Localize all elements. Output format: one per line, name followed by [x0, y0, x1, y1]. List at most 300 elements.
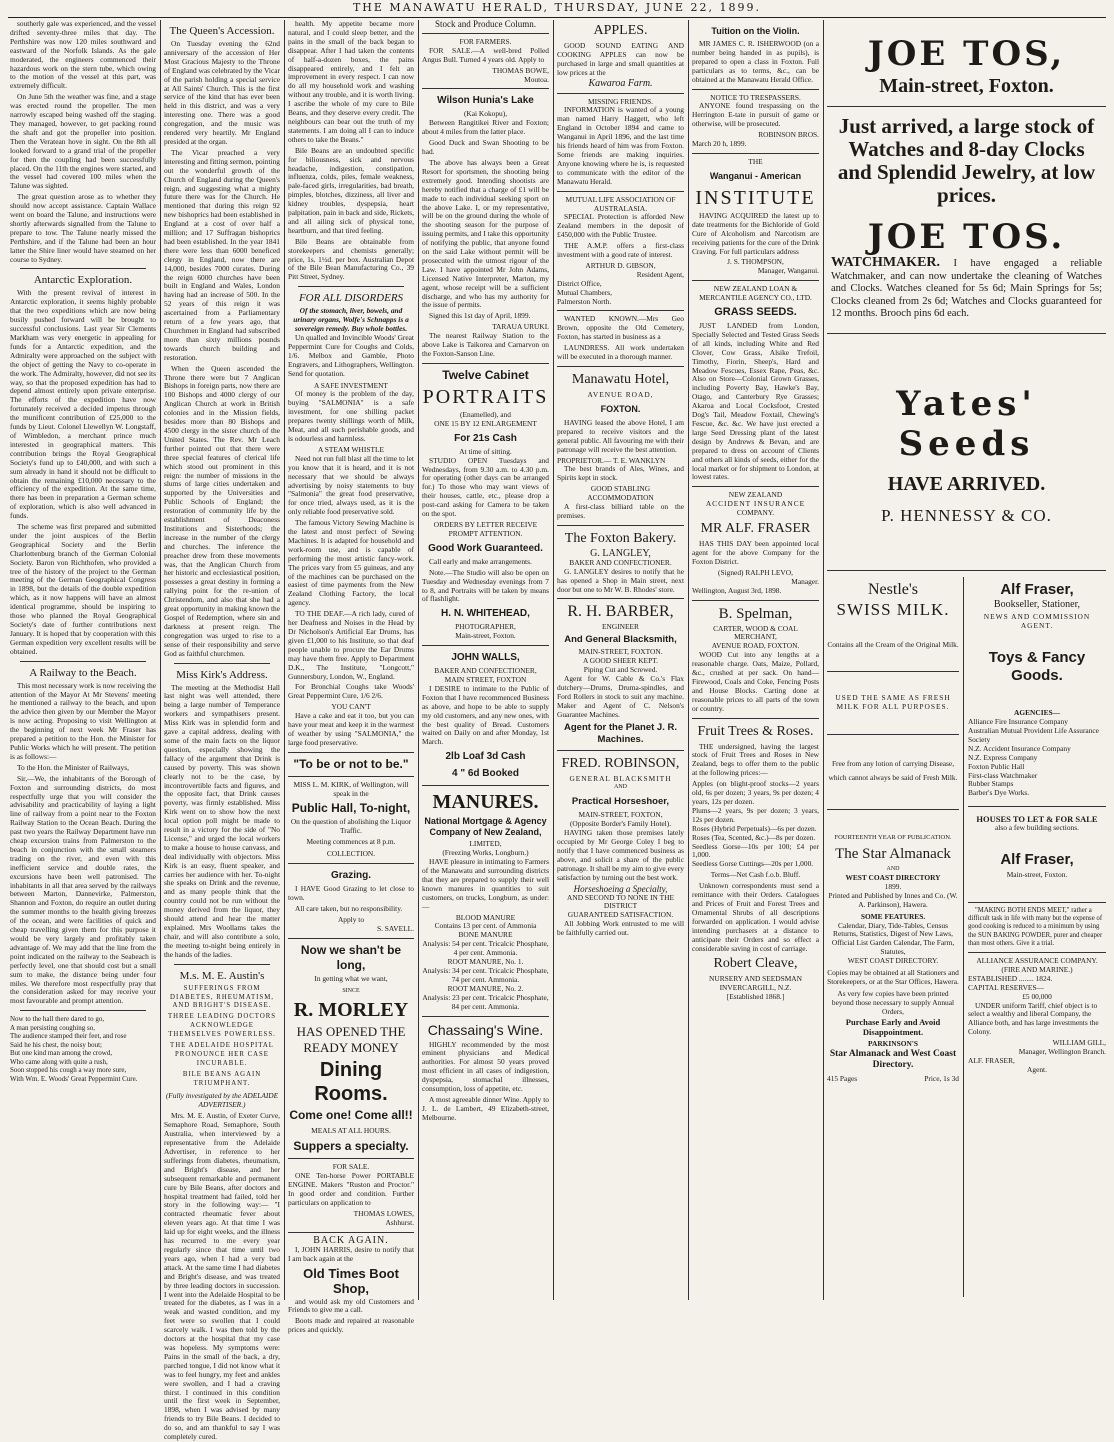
separator — [557, 191, 684, 192]
ad-heading: National Mortgage & Agency Company of New Zealand, — [424, 816, 547, 838]
ad-text: MAIN STREET, FOXTON — [444, 675, 527, 685]
separator — [692, 486, 819, 487]
separator — [288, 752, 414, 753]
separator — [692, 600, 819, 601]
subheading: SUFFERINGS FROM DIABETES, RHEUMATISM, AND BRIGHT'S DISEASE. — [170, 984, 274, 1010]
ad-text: A GOOD SHEER KEPT. — [582, 656, 658, 666]
separator — [422, 785, 549, 786]
ad-text: Agent for the Planet J. R. Machines. — [564, 721, 677, 745]
ad-text: 415 Pages — [827, 1073, 858, 1083]
ad-heading: Alf Fraser, — [1000, 851, 1074, 869]
ad-text: MEALS AT ALL HOURS. — [311, 1125, 391, 1135]
ad-text: Contains 13 per cent. of Ammonia — [434, 921, 537, 931]
ad-text: Resident Agent, — [636, 269, 684, 279]
ad-text: FOXTON. — [600, 403, 641, 414]
ad-text: Mutual Chambers, — [557, 287, 613, 297]
article-heading: A Railway to the Beach. — [29, 666, 137, 679]
ad-text: WEST COAST DIRECTORY. — [847, 956, 939, 966]
ad-big: R. MORLEY — [293, 998, 409, 1021]
article-text: To the Hon. the Minister of Railways, — [17, 762, 129, 772]
ad-name: H. N. WHITEHEAD, — [441, 608, 530, 620]
ad-text: COMPANY. — [736, 508, 775, 518]
column-rule — [160, 20, 161, 1300]
ad-text: HAVING ACQUIRED the latest up to date treatments for the Bichloride of Gold Cure of Alcoholism and Narcotism are receiving patients for the cure of the Drink Craving. For full particulars address — [692, 210, 819, 256]
ad-text: GOOD SOUND EATING AND COOKING APPLES can now be purchased in large and small quantities at low prices at the — [557, 41, 684, 77]
ad-text: NEW ZEALAND — [728, 490, 783, 500]
ad-text: Agent. — [1027, 1064, 1047, 1074]
ad-text: Main-street, Foxton. — [879, 75, 1054, 97]
ad-heading: A SAFE INVESTMENT — [314, 380, 388, 390]
ad-heading: Grazing. — [330, 870, 371, 882]
separator — [968, 806, 1106, 807]
ad-text: SINCE — [342, 987, 360, 994]
ad-heading: Just arrived, a large stock of Watches and 8-day Clocks and Splendid Jewelry, at low prices. — [837, 114, 1096, 207]
ad-heading: Fruit Trees & Roses. — [697, 723, 814, 739]
ad-price: 4 " 6d Booked — [452, 768, 519, 780]
ad-big: PORTRAITS — [422, 385, 549, 408]
ad-text: ONE 15 BY 12 ENLARGEMENT — [434, 418, 537, 428]
ad-text: AND — [614, 784, 627, 791]
ad-text: (Opposite Border's Family Hotel). — [569, 819, 672, 829]
separator — [827, 333, 1106, 334]
separator — [557, 93, 684, 94]
ad-name: ALF. FRASER, — [968, 1055, 1015, 1065]
ad-text: HIGHLY recommended by the most eminent physicians and Medical authorities. For almost 50 years proved most efficient in all cases of indigestion, dyspepsia, stomachal illnesses, consumption, loss of appetite, etc. — [422, 1039, 549, 1094]
ad-text: The above has always been a Great Resort for sportsmen, the shooting being extremely good. Intending shootists are hereby notified that a charge of £1 will be made to each individual seeking sport on the above Lake. I, or my representative, will be on the ground during the whole of the shooting season for the purpose of issuing permits, and I take this opportunity of notifying the public, that anyone found on the said Lake without permit will be prosecuted with the utmost rigour of the Law. I have appointed Mr John Adams, Licensed Native Interpreter, Marton, my agent, whose receipt will be a sufficient discharge, and who has my authority for the issue of permits. — [422, 157, 549, 310]
ad-text: WOOD Cut into any lengths at a reasonable charge. Oats, Maize, Pollard, &c., crushed at per sack. On hand—Firewood, Coals and Coke, Fencing Posts and House Blocks. Carting done at reasonable prices to all parts of the town or country. — [692, 650, 819, 713]
price-item: Seedless Gorse—10s per 100; £4 per 1,000. — [692, 841, 819, 860]
separator — [20, 268, 146, 269]
ad-big: Yates' Seeds — [896, 383, 1037, 464]
ad-text: AVENUE ROAD, — [587, 390, 654, 399]
ad-heading: NEW ZEALAND LOAN & MERCANTILE AGENCY CO., LTD. — [699, 284, 812, 303]
ad-price: 2lb Loaf 3d Cash — [445, 751, 526, 763]
ad-heading: JOHN WALLS, — [451, 652, 520, 664]
ad-text: Have a cake and eat it too, but you can have your meat and keep it in the warmest of weather by using "SALMONIA," the large food preservative. — [288, 711, 414, 747]
ad-heading: WATCHMAKER. — [831, 255, 941, 270]
ad-text: At time of sitting. — [459, 446, 512, 456]
article-text: On Tuesday evening the 62nd anniversary of the accession of Her Most Gracious Majesty to the Throne of England was celebrated by the Vicar of the parish holding a special service at All Saints' Church. This is the first service of the kind that has ever been held in this district, and was a very interesting one. There was a good congregation, and the music was rendered very heartily. Mr England presided at the organ. — [164, 39, 280, 146]
article-text: Sir,—We, the inhabitants of the Borough of Foxton and surrounding districts, do most respectfully urge that you will consider the advisability and practicability of laying a light line of railway from a point near to the Foxton Railway Station to the Ocean Beach. During the past two years the Railway Department have run cheap excursion trains from Palmerston to the beach in conjunction with the small steamers trading on the river, and even with this inefficient service and double rates, the excursions have been well patronised. The inhabitants in all that area served by the railways between Marton, Dannevirke, Palmerston, Shannon and Foxton, do require an outlet during the summer months to the health giving breezes of the ocean, and were facilities of quick and cheap travelling given them for this purpose it would be very largely and profitably taken advantage of. We may add that the line from the point indicated on the railway to the Seabeach is perfectly level, one that should cost but a small sum to make, the distance being under four miles. We therefore most respectfully pray that the consideration asked for may receive your most favourable and prompt attention. — [10, 773, 156, 1006]
article-text: health. My appetite became more natural, and I could sleep better, and the pains in the small of the back began to disappear. After I had taken the contents of half-a-dozen boxes, the pains disappeared entirely, and I felt an improvement in every respect. I can now do all my household work and washing without any trouble, and it is worth living. I ascribe the whole of my cure to Bile Beans, and they deserve every credit. The neighbours can bear out the truth of my statements. I am doing all I can to induce others to take the Beans." — [288, 19, 414, 144]
ad-name: WILLIAM GILL, — [1052, 1038, 1106, 1048]
subheading: THREE LEADING DOCTORS ACKNOWLEDGE THEMSELVES POWERLESS. — [167, 1013, 277, 1039]
price-item: Plums—2 years, 9s per dozen; 3 years, 12s per dozen. — [692, 805, 819, 824]
ad-heading: BLOOD MANURE — [455, 912, 516, 922]
separator — [692, 280, 819, 281]
separator — [827, 671, 959, 672]
column-rule — [823, 20, 824, 1300]
separator — [422, 33, 549, 34]
column-2 — [164, 20, 280, 1442]
ad-heading: Twelve Cabinet — [442, 367, 529, 382]
ad-text: (FIRE AND MARINE.) — [1001, 964, 1073, 974]
ad-heading: "To be or not to be." — [293, 756, 409, 771]
ad-heading: Star Almanack and West Coast Directory. — [829, 1048, 957, 1070]
ad-price: For 21s Cash — [454, 432, 517, 444]
ad-text: Analysis: 54 per cent. Tricalcic Phosphate, 4 per cent. Ammonia. — [422, 939, 549, 958]
subheading: THE ADELAIDE HOSPITAL PRONOUNCE HER CASE INCURABLE. — [170, 1042, 274, 1067]
ad-heading: Now we shan't be long, — [300, 942, 402, 972]
ad-heading: MISSING FRIENDS. — [588, 96, 653, 106]
ad-name: THOMAS BOWE, — [492, 65, 549, 75]
ad-text: Copies may be obtained at all Stationers and Storekeepers, or at the Star Offices, Hawera. — [827, 968, 959, 986]
ad-text: CAPITAL RESERVES— — [968, 982, 1044, 992]
ad-text: Bookseller, Stationer, — [993, 598, 1081, 610]
article-text: southerly gale was experienced, and the vessel drifted seventy-three miles that day. The Perthshire was now 120 miles southward and eastward of the Norfolk Islands. As the gale moderated, the engineers commenced their hazardous work on the stern tube, which owing to the motion of the vessel at this part, was extremely difficult. — [10, 19, 156, 91]
ad-heading: FOR ALL DISORDERS — [298, 292, 404, 305]
ad-text: INFORMATION is wanted of a young man named Harry Haggett, who left England in October 1894 and came to Wanganui in April 1896, and the last time his friends heard of him was from Foxton. Some friends are making inquiries. Anyone knowing where he is, is requested to communicate with the editor of the Manawatu Herald. — [557, 105, 684, 186]
ad-big: Public Hall, To-night, — [291, 800, 411, 815]
ad-text: Contains all the Cream of the Original Milk. — [827, 639, 959, 649]
ad-name: Moutoa. — [524, 74, 549, 84]
ad-big: Dining Rooms. — [314, 1058, 388, 1105]
separator — [174, 964, 270, 965]
ad-text: BAKER AND CONFECTIONER. — [569, 557, 672, 567]
ad-text: In getting what we want, — [314, 973, 388, 983]
ad-text: Need not run full blast all the time to let you know that it is heard, and it is not necessary that we should be always advertising by noisy statements to buy "Salmonia" the great food preservative, for once tried, always used, as it is the only reliable food preservative sold. — [288, 453, 414, 517]
note: (Fully investigated by the ADELAIDE ADVERTISER.) — [165, 1090, 279, 1109]
ad-big: Old Times Boot Shop, — [303, 1265, 399, 1296]
column-rule — [688, 20, 689, 1300]
ad-text: BAKER AND CONFECTIONER, — [434, 666, 537, 676]
ad-text: A most agreeable dinner Wine. Apply to J. L. de Lambert, 49 Elizabeth-street, Melbourne. — [422, 1094, 549, 1122]
ad-heading: PARKINSON'S — [868, 1038, 918, 1048]
ad-heading: GRASS SEEDS. — [714, 306, 797, 319]
ad-text: Come one! Come all!! — [289, 1107, 413, 1122]
article-text: Mrs. M. E. Austin, of Exeter Curve, Semaphore Road, Semaphore, South Australia, when interviewed by a representative from the Adelaide Advertiser, in reference to her sufferings from diabetes, rheumatism, and Bright's disease, and her subsequent remarkable and permanent cure by Bile Beans, after doctors and hospital treatment had failed, told her story in the following way:— "I contracted rheumatic fever about eleven years ago. At that time I was laid up for eight weeks, and the illness has recurred to me every year regularly since that time until two years ago, when I had a very bad attack. At the same time I had diabetes and Bright's disease, and was treated by three leading doctors in succession. I went into the Adelaide Hospital to be treated for the diabetes, as I was in a weak and wasted condition, and my feet were so swollen that I could scarcely walk. I was then told by the doctors at the hospital that my case was hopeless. My symptoms were: Pains in the small of the back, a dry, parched tongue, I did not know what it was to feel hungry, my feet and ankles were swollen, and I had a craving thirst. I continued in this condition until the first week in September, 1898, when I was advised by many friends to try Bile Beans. I decided to do so, and am thankful to say I was completely cured. — [164, 1111, 280, 1442]
poem-line: With Wm. E. Woods' Great Peppermint Cure. — [10, 1074, 138, 1083]
ad-name: Kawaroa Farm. — [588, 77, 653, 89]
ad-text: Note.—The Studio will also be open on Tuesday and Wednesday evenings from 7 to 8, and Portraits will be taken by means of flashlight. — [422, 567, 549, 604]
ad-text: The famous Victory Sewing Machine is the latest and most perfect of Sewing Machines. It is adapted for household and work-room use, and is capable of performing the most artistic fancy-work. The prices vary from £5 guineas, and any of the machines can be purchased on the easiest of time payments from the New Zealand Clothing Factory, the local agency. — [288, 518, 414, 608]
ad-name: ROBINSON BROS. — [758, 130, 819, 140]
separator — [422, 645, 549, 646]
ad-heading: Wilson Hunia's Lake — [437, 95, 534, 107]
column-5 — [557, 20, 684, 1300]
separator — [692, 718, 819, 719]
ad-text: A first-class billiard table on the premises. — [557, 502, 684, 520]
ad-text: (Enamelled), and — [460, 409, 511, 419]
article-heading: Miss Kirk's Address. — [176, 668, 268, 681]
article-text: Bile Beans are an undoubted specific for biliousness, sick and nervous headache, indigestion, constipation, influenza, colds, piles, female weakness, pale-faced girls, irregularities, bad breath, pimples, blotches, dizziness, all liver and kidney troubles, dyspepsia, heart palpitation, pain in back and side, Rickets, and all ailing sick of physical tone, heartburn, and that tired feeling. — [288, 145, 414, 235]
ad-text: HAVING taken those premises lately occupied by Mr George Coley I beg to notify that I have commenced business as above, and solicit a share of the public patronage. It shall be my aim to give every satisfaction by turning out the best work. — [557, 828, 684, 882]
ad-text: CARTER, WOOD & COAL MERCHANT, — [713, 623, 798, 642]
ad-text: also a few building sections. — [995, 823, 1079, 833]
ad-heading: Nestle's — [868, 580, 918, 598]
ad-text: G. LANGLEY desires to notify that he has opened a Shop in Main street, next door but one to Mr W. B. Rhodes' store. — [557, 566, 684, 594]
column-4 — [422, 20, 549, 1300]
ad-text: GUARANTEED SATISFACTION. — [567, 910, 674, 920]
ad-text: JUST LANDED from London, Specially Selected and Tested Grass Seeds of all kinds, including White and Red Clover, Cow Grass, Alsike Trefoil, Timothy, Fiorin, Sheep's, Hard and Meadow Fescues, Essex Rape, Peas, &c. Also on Store—Colonial Grown Grasses, including Poverty Bay, Hawke's Bay, Otago, and Canterbury Rye Grasses; Akaroa and Local Cocksfoot, Crested Dog's Tail, Meadow Foxtail, Chewing's Fescue, &c. &c. We have just erected a large Seed Dressing plant of the latest design by Andrews & Bevan, and are prepared to dress on account of Clients and others all kinds of seeds, either for the local market or for shipment to London, at lowest rates. — [692, 321, 819, 482]
column-6 — [692, 20, 819, 1300]
masthead-rule — [8, 17, 1106, 18]
ad-text: All care taken, but no responsibility. — [295, 904, 403, 914]
ad-text: SPECIAL Protection is afforded New Zealand members in the deposit of £450,000 with the Public Trustee. — [557, 212, 684, 240]
column-rule — [553, 20, 554, 1300]
ad-heading: Good Work Guaranteed. — [428, 542, 543, 554]
separator — [557, 750, 684, 751]
ad-text: ENGINEER — [602, 622, 639, 632]
ad-text: NURSERY AND SEEDSMAN — [709, 974, 802, 984]
separator — [827, 734, 959, 735]
ad-heading: The Star Almanack — [835, 846, 951, 863]
separator — [557, 310, 684, 311]
ad-heading: YOU CAN'T — [331, 702, 371, 712]
ad-text: For Bronchial Coughs take Woods' Great Peppermint Cure, 1/6 2/6. — [288, 682, 414, 701]
ad-text: 1899. — [884, 881, 902, 891]
separator — [422, 1016, 549, 1017]
separator — [557, 525, 684, 526]
ad-text: (Signed) RALPH LEVO, — [718, 567, 793, 577]
ad-text: On the question of abolishing the Liquor Traffic. — [290, 816, 412, 835]
agency-item: Foxton Public Hall — [968, 761, 1025, 771]
ad-name: S. SAVELL. — [376, 923, 414, 933]
ad-text: ANYONE found trespassing on the Herrington E-tate in pursuit of game or otherwise, will be prosecuted. — [692, 101, 819, 129]
ad-text: STUDIO OPEN Tuesdays and Wednesdays, from 9.30 a.m. to 4.30 p.m. for operating (other days can be arranged for.) To those who may want views of their houses, cattle, etc., please drop a post-card asking for Camera to be taken on the spot. — [422, 455, 549, 519]
column-rule — [284, 20, 285, 1300]
ad-heading: R. H. BARBER, — [567, 603, 674, 621]
ad-heading: B. Spelman, — [718, 605, 793, 622]
ad-text: FOR SALE.—A well-bred Polled Angus Bull. Turned 4 years old. Apply to — [422, 45, 549, 64]
agency-item: Australian Mutual Provident Life Assurance Society — [968, 726, 1099, 744]
ad-text: And General Blacksmith, — [564, 634, 677, 646]
article-text: The great question arose as to whether they should now accept assistance. Captain Wallace went on board the Talune, and instructions were shortly afterwards signalled from the Talune to prepare to tow. The Talune nearly missed the Perthshire, and if the Talune had been an hour latter the Shire liner would have steamed on her course to Sydney. — [10, 192, 156, 264]
split-ads — [827, 577, 1106, 1297]
ad-text: Manager. — [791, 576, 819, 586]
ad-name: G. LANGLEY, — [590, 547, 651, 559]
article-text: The meeting at the Methodist Hall last night was well attended, there being a large number of Temperance workers and sympathisers present. Miss Kirk was in splendid form and gave a capital address, dealing with some of the main facts on the liquor question, especially showing the fallacy of the argument that Drink is caused by poverty. This was shown clearly not to be the case, by incontrovertible facts and figures, and the opposite fact, that Drink causes poverty, was firmly established. Miss Kirk went on to show how the next local option poll might be made to result in a victory for the side of "No License," and urged the local workers to make a house to house canvass, and deal individually with objectors. Miss Kirk is an easy, fluent speaker, and carries her audience with her. To-night she speaks on Drink and the revenue, and as many people think that the country could not be run without the money derived from the liquor, they should attend and hear the matter explained. Mrs Woollams takes the chair, and will also contribute a solo, the meeting to-night being entirely in the hands of the ladies. — [164, 682, 280, 959]
agency-item: Rubber Stamps — [968, 779, 1014, 789]
ad-text: Terms—Net Cash f.o.b. Bluff. — [710, 870, 801, 880]
ad-heading: The Foxton Bakery. — [564, 530, 677, 546]
ad-heading: ACCIDENT INSURANCE — [705, 499, 806, 509]
article-text: This most necessary work is now receiving the attention of the Mayor At Mr Stevens' meeting he mentioned a railway to the beach, and upon the advice then given by our Member the Mayor is now acting. Proposing to visit Wellington at the beginning of next week Mr Fraser has prepared a petition to the Hon. the Minister for Public Works which he will present. The petition is as follows:— — [10, 680, 156, 761]
ad-heading: ROOT MANURE, No. 1. — [447, 957, 524, 967]
ad-heading: BONE MANURE — [458, 930, 513, 940]
ad-text: THE undersigned, having the largest stock of Fruit Trees and Roses in New Zealand, begs to offer them to the public at the following prices:— — [692, 741, 819, 778]
ad-text: The best brands of Ales, Wines, and Spirits kept in stock. — [557, 464, 684, 483]
ad-text: Palmerston North. — [557, 296, 612, 306]
poem-line: Now to the hall there dared to go, — [10, 1015, 105, 1024]
poem-line: But one kind man among the crowd, — [10, 1049, 113, 1058]
ad-text: Calendar, Diary, Tide-Tables, Census Returns, Statistics, Digest of New Laws, Official List Garden Calendar, The Farm, Statutes, — [831, 920, 955, 957]
separator — [968, 902, 1106, 903]
ad-heading: Robert Cleave, — [713, 956, 798, 972]
ad-text: READY MONEY — [303, 1039, 399, 1055]
ad-big: MANURES. — [432, 791, 539, 814]
ad-heading: Alf Fraser, — [1000, 580, 1074, 598]
ad-text: Manager, Wellington Branch. — [1018, 1047, 1106, 1057]
ad-heading: HAVE ARRIVED. — [887, 472, 1046, 495]
agency-item: First-class Watchmaker — [968, 770, 1038, 780]
column-3 — [288, 19, 414, 1335]
ad-text: UNDER uniform Tariff, chief object is to select a wealthy and liberal Company, the Alliance both, and has large investments the Colony. — [968, 1000, 1099, 1037]
poem-line: A man persisting coughing so, — [10, 1023, 95, 1032]
poem-line: The audience stamped their feet, and rose — [10, 1032, 127, 1041]
ad-name: Ashhurst. — [385, 1217, 414, 1227]
ad-text: Manager, Wanganui. — [757, 266, 819, 276]
ad-text: FOURTEENTH YEAR OF PUBLICATION. — [834, 834, 952, 842]
column-1 — [10, 20, 156, 1300]
ad-text: Good Duck and Swan Shooting to be had. — [422, 138, 549, 157]
ad-name: P. HENNESSY & CO. — [881, 505, 1052, 525]
ad-heading: ROOT MANURE, No. 2. — [447, 983, 524, 993]
article-text: Bile Beans are obtainable from storekeepers and chemists generally; price, 1s. 1½d. per box. Australian Depot of the Bile Bean Manufacturing Co., 39 Pitt Street, Sydney. — [288, 236, 414, 282]
ad-text: MAIN-STREET, FOXTON. — [578, 647, 663, 657]
price-item: Apples (on blight-proof stocks—2 years old, 6s per dozen; 3 years, 9s per dozen; 4 years, 12s per dozen. — [692, 779, 819, 806]
ad-text: The nearest Railway Station to the above Lake is Taikorea and Carnarvon on the Foxton-Sanson Line. — [422, 331, 549, 358]
ad-text: Horseshoeing a Specialty, — [573, 883, 668, 894]
ad-text: MAIN-STREET, FOXTON, — [578, 810, 663, 820]
ad-text: (Freezing Works, Longburn.) — [442, 848, 529, 858]
ad-text: MISS L. M. KIRK, of Wellington, will speak in the — [293, 779, 409, 798]
ad-text: Free from any lotion of carrying Disease, which cannot always be said of Fresh Milk. — [828, 759, 958, 783]
ad-text: THE — [748, 156, 763, 166]
subheading: BILE BEANS AGAIN TRIUMPHANT. — [182, 1070, 262, 1087]
separator — [422, 88, 549, 89]
ad-text: Price, 1s 3d — [924, 1073, 959, 1083]
ad-text: Main-street, Foxton. — [455, 631, 516, 641]
column-rule — [963, 577, 964, 1297]
separator — [288, 1158, 414, 1159]
ad-text: THE A.M.P. offers a first-class investment with a good rate of interest. — [557, 241, 684, 260]
ad-heading: HOUSES TO LET & FOR SALE — [976, 814, 1098, 825]
ad-text: Piping Cut and Screwed. — [583, 665, 658, 675]
ad-text: "MAKING BOTH ENDS MEET," rather a difficult task in life with many but the expense of good cooking is reduced to a minimum by using the SUN BAKING POWDER, purer and cheaper than most others. Give it a trial. — [968, 907, 1103, 947]
article-text: The Vicar preached a very interesting and fitting sermon, pointing out the wonderful growth of the Church of England during the Queen's reign, and suggesting what a mighty future there was for the Church. He mentioned that during this reign 92 new bishoprics had been established in England at a cost of over half a million; and 17 Suffragan bishoprics had been established. In the year 1841 there were less than 6000 beneficed clergy in England, now there are 14,000, besides 7000 curates. During the reign 6000 churches have been built in England and Wales, London having had an increase of 500. In the 52 years of this reign it was ascertained from a Parliamentary return of a few years ago, that Churchmen in England had subscribed more than sixty millions pounds towards church building and restoration. — [164, 147, 280, 362]
agency-item: Alliance Fire Insurance Company — [968, 717, 1068, 727]
ad-text: LIMITED, — [469, 839, 502, 849]
ad-text: Between Rangitikei River and Foxton; about 4 miles from the latter place. — [422, 118, 549, 137]
ad-text: AVENUE ROAD, FOXTON. — [711, 641, 800, 651]
ad-text: Printed and Published by Innes and Co. (W. A. Parkinson), Hawera. — [828, 890, 958, 909]
ad-text: AND — [886, 866, 900, 873]
article-heading: The Queen's Accession. — [169, 25, 275, 37]
price-item: Seedless Gorse Cuttings—20s per 1,000. — [692, 859, 814, 869]
ad-heading: WEST COAST DIRECTORY — [845, 873, 941, 883]
ad-text: I HAVE Good Grazing to let close to town. — [288, 884, 414, 903]
poem-line: Said he his chest, the noisy bout; — [10, 1040, 102, 1049]
separator — [20, 661, 146, 662]
ad-text: and would ask my old Customers and Friends to give me a call. — [288, 1296, 414, 1315]
ad-text: NEWS AND COMMISSION AGENT. — [983, 612, 1091, 631]
ad-heading: FOR SALE. — [332, 1162, 370, 1172]
ad-name: THOMAS LOWES, — [353, 1209, 414, 1218]
ad-text: Un qualled and Invincible Woods' Great Peppermint Cure for Coughs and Colds, 1/6. Melbox and Gamble, Photo Engravers, and Lithographers, Wellington. Send for quotation. — [288, 333, 414, 378]
ad-text: GENERAL BLACKSMITH — [569, 773, 672, 783]
separator — [557, 366, 684, 367]
separator — [968, 952, 1106, 953]
ad-text: HAVING leased the above Hotel, I am prepared to receive visitors and the general public. All favouring me with their patronage will receive the best attention. — [557, 417, 684, 454]
ad-text: HAVE pleasure in intimating to Farmers of the Manawatu and surrounding districts that they are prepared to supply their well known manures in quantities to suit customers, on trucks, Longburn, as under:— — [422, 857, 549, 911]
ad-text: Wellington, August 3rd, 1898. — [692, 585, 782, 595]
separator — [692, 89, 819, 90]
article-text: On June 5th the weather was fine, and a stage was erected round the propeller. The men narrowly escaped being washed off the staging. They managed, however, to get packing round the shaft and got the propeller into position. Then the Veratean hove in sight. On the 8th all looked forward to a grand trial of the propeller for then the coupling had been successfully placed. On the 11th the engines were started, and the vessel had covered 100 miles when the Talune was sighted. — [10, 92, 156, 191]
almanack-footer — [827, 1075, 959, 1084]
ad-text: COLLECTION. — [326, 849, 376, 859]
separator — [20, 1010, 146, 1011]
ad-text: Signed this 1st day of April, 1899. — [429, 311, 531, 321]
ad-text: Analysis: 34 per cent. Tricalcic Phosphate, 74 per cent. Ammonia. — [422, 965, 549, 984]
ad-text: MR JAMES C. R. ISHERWOOD (on a number being handed in as pupils), is prepared to open a class in Foxton. Full particulars as to terms, &c., can be obtained at the Manawatu Herald Office. — [692, 39, 819, 84]
column-rule — [418, 20, 419, 1300]
ad-heading: MUTUAL LIFE ASSOCIATION OF AUSTRALASIA. — [565, 194, 676, 213]
separator — [422, 363, 549, 364]
ad-text: USED THE SAME AS FRESH MILK FOR ALL PURPOSES. — [835, 693, 951, 712]
price-item: Roses (Hybrid Perpetuals)—6s per dozen. — [692, 823, 817, 833]
ad-text: Analysis: 23 per cent. Tricalcic Phosphate, 84 per cent. Ammonia. — [422, 992, 549, 1011]
watchmaker-ad — [827, 257, 1106, 321]
masthead: THE MANAWATU HERALD, THURSDAY, JUNE 22, 1899. — [352, 1, 762, 14]
poem-line: Soon stopped his cough a way more sure, — [10, 1066, 127, 1075]
ad-text: I have engaged a reliable Watchmaker, and can now undertake the cleaning of Watches and Clocks. Watches cleaned for 5s 6d; Main Springs for 5s; Clocks cleaned from 2s 6d; Watches and Clocks guaranteed for 12 months. Brooch pins 6d each. — [831, 258, 1102, 319]
ad-heading: BACK AGAIN. — [313, 1234, 389, 1246]
ad-text: ONE Ten-horse Power PORTABLE ENGINE. Makers "Ruston and Proctor." In good order and condition. Further particulars on application to — [288, 1171, 414, 1208]
article-text: When the Queen ascended the Throne there were but 7 Anglican Bishops in foreign parts, now there are 100 Bishops and 4000 clergy of our Anglican Church at work in British colonies and in the Mission fields, besides more than 80 Bishops and 4500 clergy in the sister church of the United States. The Rev. Mr Leach further pointed out that there were three special features of clerical life which stood out prominent in this reign: the number of missions in the slums of large cities undertaken and supported by the Universities and Public Schools of England; the restoration of community life by the establishment of Deaconess Institutions and Sisterhoods; the increase in the number of the clergy and churches. The inference the preacher drew from these movements was, that the Anglican Church from her historic and ecclesiastical position, possesses a great destiny in forming a rallying point for the re-union of Christendom, and also that she had a great opportunity in making known the Gospel of Redemption, where sin and darkness at present reign. The congregation was urged to rise to a sense of their responsibility and serve God as faithful churchmen. — [164, 363, 280, 658]
article-text: The scheme was first prepared and submitted under the joint auspices of the Berlin Geographical Society and the Berlin Charlottenburg branch of the German Colonial Society. Baron von Richthofen, who provided a tree of the history of the project to the German meeting of the German Geographical Congress in 1898, but the details of the double expedition which, as it now happens will have an almost identical programme, should be inspiring to those who planned the Royal Geographical Society's date of further contributions next January. It is hoped that by cooperation with this German expedition very excellent results will be obtained. — [10, 522, 156, 656]
ad-heading: Purchase Early and Avoid Disappointment. — [845, 1016, 941, 1037]
ad-text: Boots made and repaired at reasonable prices and quickly. — [288, 1316, 414, 1335]
ad-heading: MR ALF. FRASER — [700, 521, 811, 537]
article-heading: Antarctic Exploration. — [33, 274, 133, 287]
column-7 — [827, 20, 1106, 1300]
ad-heading: Chassaing's Wine. — [427, 1021, 544, 1038]
ad-text: ORDERS BY LETTER RECEIVE PROMPT ATTENTION. — [433, 519, 538, 538]
ad-text: Suppers a specialty. — [293, 1139, 409, 1154]
ad-text: March 20 h, 1899. — [692, 139, 747, 149]
ad-text: Unknown correspondents must send a remittance with their Orders. Catalogues and Prices of Fruit and Forest Trees and Ornamental Shrubs of all descriptions forwarded on application. I would advise intending purchasers at a distance to anticipate their Orders and so effect a considerable saving in cost of carriage. — [692, 881, 819, 953]
ad-text: Agent for W. Cable & Co.'s Flax dutchery—Drums, Druma-spindles, and Ford Rollers in stock to suit any machine. Maker and Agent of C. Nelson's Guarantee Machines. — [557, 674, 684, 719]
ad-text: WANTED KNOWN.—Mrs Geo Brown, opposite the Old Cemetery, Foxton, has started in business as a — [557, 314, 684, 342]
ad-big: Toys & Fancy Goods. — [988, 649, 1086, 685]
separator — [174, 663, 270, 664]
ad-heading: Manawatu Hotel, — [571, 372, 670, 387]
separator — [288, 776, 414, 777]
ad-big: JOE TOS. — [867, 217, 1066, 257]
ad-text: Apply to — [337, 914, 365, 924]
separator — [692, 153, 819, 154]
separator — [298, 286, 404, 287]
ad-text: Main-street, Foxton. — [1006, 870, 1068, 880]
ad-text: ESTABLISHED ........ 1824. — [968, 973, 1053, 983]
ad-text: INVERCARGILL, N.Z. — [719, 983, 792, 993]
ad-text: (Kai Kokopu), — [463, 109, 508, 119]
separator — [288, 1232, 414, 1233]
poem — [10, 1015, 156, 1083]
ad-text: All Jobbing Work entrusted to me will be faithfully carried out. — [557, 919, 684, 938]
ad-name: ARTHUR D. GIBSON, — [585, 260, 656, 270]
separator — [557, 598, 684, 599]
article-heading: M.s. M. E. Austin's — [179, 969, 265, 982]
separator — [288, 863, 414, 864]
ad-text: GOOD STABLING ACCOMMODATION — [587, 484, 654, 503]
ad-text: Call early and make arrangements. — [429, 556, 532, 566]
ad-heading: APPLES. — [593, 23, 648, 38]
agency-item: Barber's Dye Works. — [968, 788, 1030, 798]
ad-text: As very few copies have been printed beyond those necessary to supply Annual Orders, — [831, 988, 955, 1016]
ad-subheading: Of the stomach, liver, bowels, and urinary organs, Wolfe's Schnapps is a sovereign remedy. Buy whole bottles. — [293, 306, 409, 334]
ad-heading: ALLIANCE ASSURANCE COMPANY. — [976, 956, 1098, 966]
ad-text: HAS THIS DAY been appointed local agent for the above Company for the Foxton District. — [692, 539, 819, 566]
ad-text: PHOTOGRAPHER, — [455, 622, 516, 632]
ad-text: Meeting commences at 8 p.m. — [306, 837, 396, 847]
ad-text: TO THE DEAF.—A rich lady, cured of her Deafness and Noises in the Head by Dr Nicholson's Artificial Ear Drums, has given £1,000 to his Institute, so that deaf people unable to procure the Ear Drums may have them free. Apply to Department D.K., The Institute, "Longcott," Gunnersbury, London, W., England. — [288, 609, 414, 681]
ad-heading: Tuition on the Violin. — [711, 26, 800, 36]
nestle-column — [827, 577, 959, 1084]
ad-name: J. S. THOMPSON, — [727, 257, 784, 267]
agency-item: N.Z. Express Company — [968, 752, 1038, 762]
